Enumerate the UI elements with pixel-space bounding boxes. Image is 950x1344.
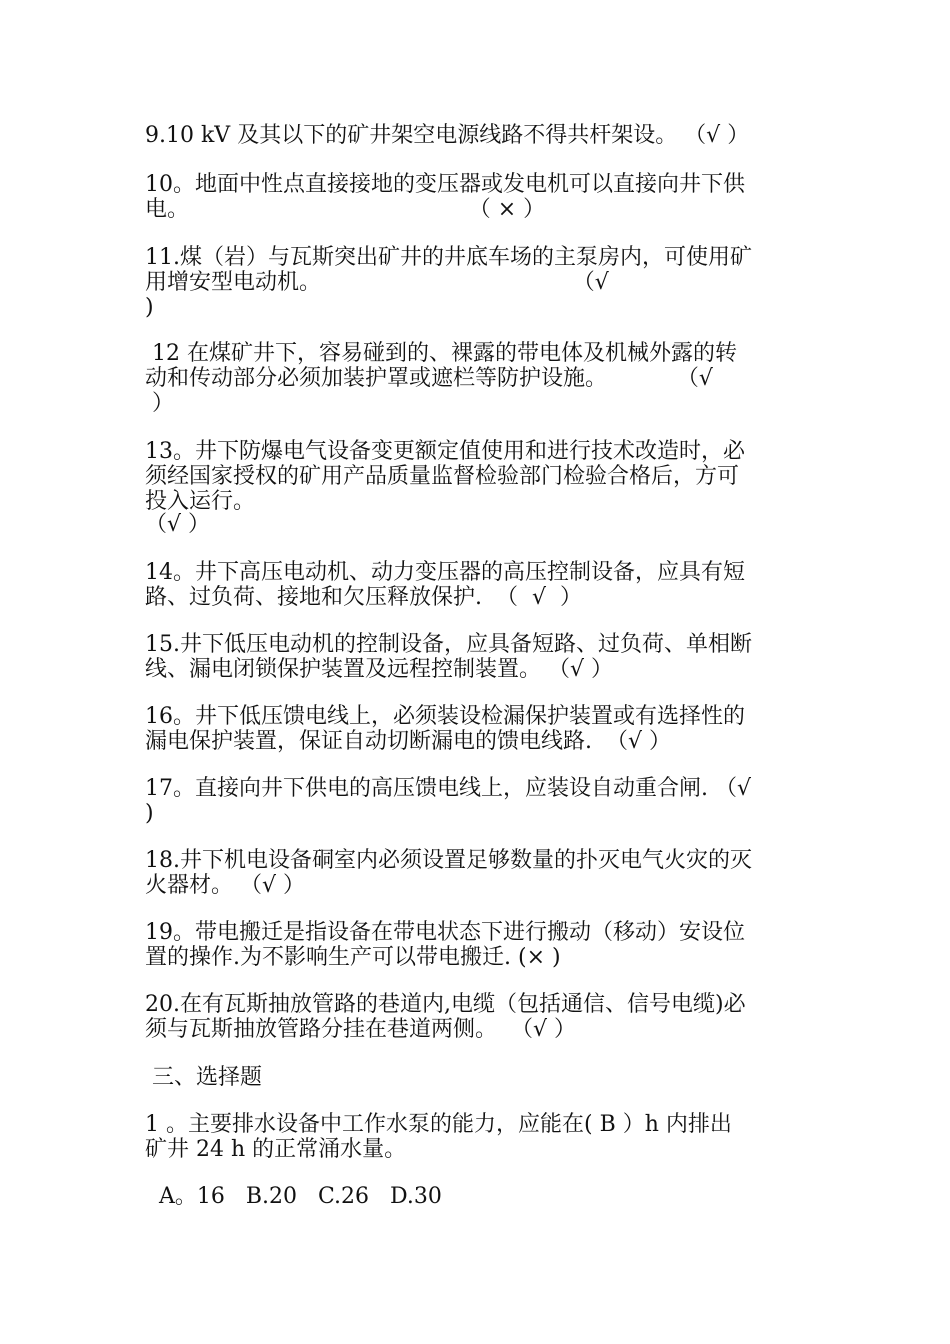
question-13-line-4: （√ ）: [145, 512, 211, 537]
question-12-line-3: ）: [145, 391, 174, 416]
question-20-line-1: 20.在有瓦斯抽放管路的巷道内,电缆（包括通信、信号电缆)必: [145, 992, 746, 1017]
choice-question-1-options: A。16 B.20 C.26 D.30: [145, 1184, 442, 1209]
choice-question-1-line-2: 矿井 24 h 的正常涌水量。: [145, 1137, 407, 1162]
section-heading-choice: 三、选择题: [145, 1065, 262, 1090]
question-15-line-1: 15.井下低压电动机的控制设备，应具备短路、过负荷、单相断: [145, 632, 752, 657]
question-18-line-2: 火器材。 （√ ）: [145, 873, 306, 898]
question-12-line-1: 12 在煤矿井下，容易碰到的、裸露的带电体及机械外露的转: [145, 341, 737, 366]
choice-question-1-line-1: 1 。主要排水设备中工作水泵的能力，应能在( B ）h 内排出: [145, 1112, 732, 1137]
question-9-line-1: 9.10 kV 及其以下的矿井架空电源线路不得共杆架设。 （√ ）: [145, 123, 750, 148]
question-11-line-2: 用增安型电动机。 （√: [145, 270, 609, 295]
question-14-line-2: 路、过负荷、接地和欠压释放保护. （ √ ）: [145, 585, 582, 610]
question-12-line-2: 动和传动部分必须加装护罩或遮栏等防护设施。 （√: [145, 366, 713, 391]
question-16-line-2: 漏电保护装置，保证自动切断漏电的馈电线路. （√ ）: [145, 729, 671, 754]
question-13-line-2: 须经国家授权的矿用产品质量监督检验部门检验合格后，方可: [145, 464, 740, 489]
question-11-line-3: ): [145, 295, 154, 320]
question-13-line-3: 投入运行。: [145, 489, 256, 514]
question-18-line-1: 18.井下机电设备硐室内必须设置足够数量的扑灭电气火灾的灭: [145, 848, 752, 873]
question-14-line-1: 14。井下高压电动机、动力变压器的高压控制设备，应具有短: [145, 560, 745, 585]
question-19-line-1: 19。带电搬迁是指设备在带电状态下进行搬动（移动）安设位: [145, 920, 745, 945]
question-11-line-1: 11.煤（岩）与瓦斯突出矿井的井底车场的主泵房内，可使用矿: [145, 245, 752, 270]
question-13-line-1: 13。井下防爆电气设备变更额定值使用和进行技术改造时，必: [145, 439, 745, 464]
question-19-line-2: 置的操作.为不影响生产可以带电搬迁. (× ): [145, 945, 561, 970]
question-10-line-1: 10。地面中性点直接接地的变压器或发电机可以直接向井下供: [145, 172, 745, 197]
question-20-line-2: 须与瓦斯抽放管路分挂在巷道两侧。 （√ ）: [145, 1017, 576, 1042]
question-17-line-1: 17。直接向井下供电的高压馈电线上，应装设自动重合闸. （√: [145, 776, 752, 801]
question-15-line-2: 线、漏电闭锁保护装置及远程控制装置。 （√ ）: [145, 657, 614, 682]
question-17-line-2: ): [145, 801, 154, 826]
question-10-line-2: 电。 （ × ）: [145, 197, 546, 222]
question-16-line-1: 16。井下低压馈电线上，必须装设检漏保护装置或有选择性的: [145, 704, 745, 729]
